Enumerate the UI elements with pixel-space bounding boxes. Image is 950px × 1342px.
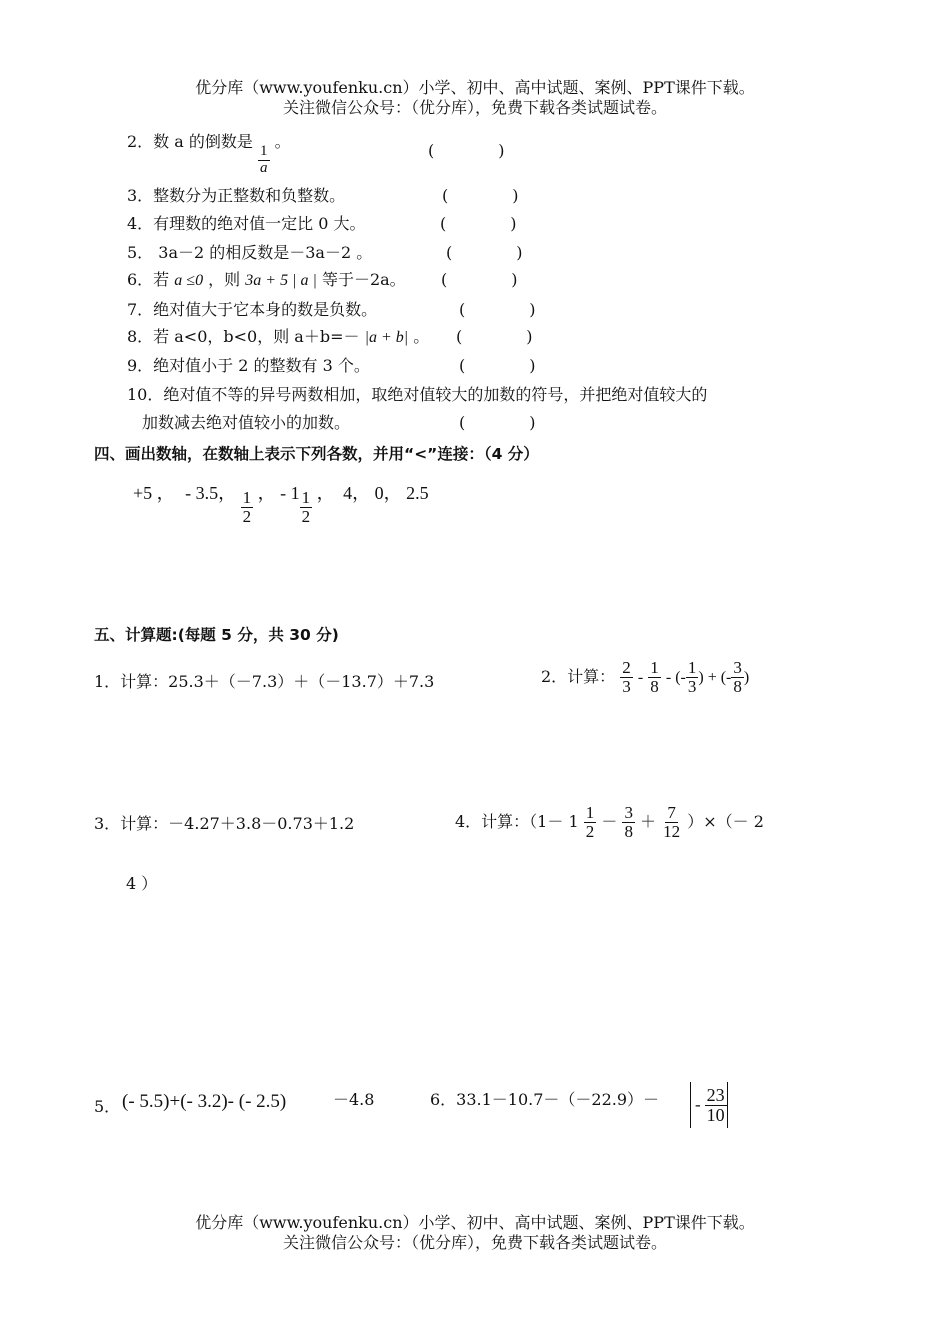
problem-4-wrap: 4 ）: [126, 874, 158, 893]
fraction-denominator: 3: [687, 676, 697, 696]
question-6-answer-blank[interactable]: ( ): [441, 270, 518, 289]
question-10-line-1: 10．绝对值不等的异号两数相加，取绝对值较大的加数的符号，并把绝对值较大的: [127, 385, 708, 404]
question-2-tail: 。: [274, 132, 291, 151]
question-10-line-2: 加数减去绝对值较小的加数。: [142, 413, 351, 432]
operator-plus: ＋: [640, 811, 657, 831]
number-plus-5: +5 ，: [133, 483, 175, 503]
negative-sign: -: [695, 1095, 701, 1114]
problem-3: 3．计算：－4.27＋3.8－0.73＋1.2: [94, 814, 355, 833]
problem-6-label: 6．33.1－10.7－（－22.9）－: [430, 1090, 660, 1109]
fraction-denominator: 3: [622, 676, 631, 696]
problem-6-absolute-value: [690, 1082, 728, 1128]
fraction-denominator: 8: [650, 676, 659, 696]
fraction-numerator: 1: [650, 658, 659, 677]
question-6-post: 等于－2a。: [321, 270, 406, 289]
problem-4-label: 4．计算：（1－ 1: [455, 811, 579, 831]
question-8-answer-blank[interactable]: ( ): [456, 327, 533, 346]
fraction-three-eighths: [622, 804, 635, 841]
question-5: 5． 3a－2 的相反数是－3a－2 。: [127, 243, 373, 262]
fraction-numerator: 1: [242, 488, 252, 507]
problem-5-label: 5．: [94, 1097, 121, 1116]
question-3-answer-blank[interactable]: ( ): [442, 186, 519, 205]
fraction-numerator: 2: [622, 658, 631, 677]
question-5-answer-blank[interactable]: ( ): [446, 243, 523, 262]
footer-line-2: 关注微信公众号：（优分库），免费下载各类试题试卷。: [282, 1233, 667, 1252]
footer-line-1: 优分库（www.youfenku.cn）小学、初中、高中试题、案例、PPT课件下载。: [195, 1213, 755, 1232]
section-4-title: 四、画出数轴，在数轴上表示下列各数，并用“<”连接：（4 分）: [94, 445, 539, 463]
fraction-one-half: [241, 489, 254, 526]
problem-4-tail: ）×（－ 2: [687, 811, 764, 831]
operator-minus-paren: - (-: [665, 668, 686, 686]
fraction-one-half: [300, 489, 313, 526]
problem-6: [430, 1090, 659, 1110]
header-line-2: 关注微信公众号：（优分库），免费下载各类试题试卷。: [282, 98, 667, 117]
fraction-one-third: [686, 659, 699, 696]
question-7: 7．绝对值大于它本身的数是负数。: [127, 300, 378, 319]
header-line-1: 优分库（www.youfenku.cn）小学、初中、高中试题、案例、PPT课件下载。: [195, 78, 755, 97]
section-4-numbers: [133, 481, 429, 526]
fraction-denominator: 2: [585, 821, 595, 841]
fraction-numerator: 1: [585, 803, 595, 822]
fraction-three-eighths: [731, 659, 744, 696]
question-7-answer-blank[interactable]: ( ): [459, 300, 536, 319]
question-8-post: 。: [413, 327, 430, 346]
section-5-title: 五、计算题:(每题 5 分，共 30 分): [94, 626, 339, 644]
separator: ，: [257, 483, 276, 503]
question-2-answer-blank[interactable]: ( ): [428, 141, 505, 160]
question-8: [127, 327, 429, 348]
fraction-numerator: 3: [733, 658, 742, 677]
separator: ，: [316, 483, 335, 503]
fraction-numerator: 1: [301, 488, 311, 507]
closing-paren: ): [743, 668, 750, 686]
question-10-answer-blank[interactable]: ( ): [459, 413, 536, 432]
fraction-seven-twelfths: [661, 804, 682, 841]
fraction-numerator: 1: [687, 658, 697, 677]
question-8-pre: 8．若 a<0，b<0，则 a＋b=－: [127, 327, 360, 346]
operator-plus-paren: ) + (-: [698, 668, 732, 686]
fraction-denominator: 8: [733, 676, 742, 696]
fraction-denominator: a: [260, 159, 268, 176]
problem-2: [541, 659, 749, 696]
number-minus-3-5: - 3.5，: [185, 483, 237, 503]
operator-minus: －: [601, 811, 618, 831]
absolute-bar-right: [727, 1082, 728, 1128]
question-8-expression: |a + b|: [364, 329, 409, 346]
question-3: 3．整数分为正整数和负整数。: [127, 186, 346, 205]
fraction-denominator: 2: [242, 506, 252, 526]
fraction-denominator: 12: [663, 821, 681, 841]
fraction-numerator: 3: [624, 803, 633, 822]
problem-5-expression: (- 5.5)+(- 3.2)- (- 2.5): [122, 1091, 287, 1112]
question-6-condition: a ≤0: [174, 272, 204, 289]
question-6-pre: 6．若: [127, 270, 170, 289]
fraction-numerator: 7: [667, 803, 676, 822]
fraction-denominator: 8: [624, 821, 633, 841]
question-2-text: 2．数 a 的倒数是: [127, 132, 253, 151]
fraction-two-thirds: [620, 659, 633, 696]
numbers-rest: 4， 0， 2.5: [343, 483, 429, 503]
question-4: 4．有理数的绝对值一定比 0 大。: [127, 214, 366, 233]
fraction-numerator: 1: [260, 143, 268, 159]
question-9: 9．绝对值小于 2 的整数有 3 个。: [127, 356, 370, 375]
fraction-one-eighth: [648, 659, 661, 696]
question-6: [127, 270, 406, 291]
fraction-numerator: 23: [706, 1084, 725, 1105]
question-6-mid: ，则: [208, 270, 241, 289]
problem-1: 1．计算：25.3＋（－7.3）＋（－13.7）＋7.3: [94, 672, 435, 691]
problem-5-tail: －4.8: [333, 1090, 375, 1109]
question-6-expression: 3a + 5 | a |: [245, 272, 317, 289]
operator-minus: -: [637, 668, 644, 686]
mixed-number-whole: - 1: [280, 483, 300, 503]
fraction-one-over-a: [258, 144, 270, 177]
question-9-answer-blank[interactable]: ( ): [459, 356, 536, 375]
problem-2-label: 2．计算：: [541, 666, 616, 686]
absolute-bar-left: [690, 1082, 691, 1128]
question-2: [127, 132, 291, 177]
problem-4: [455, 804, 764, 841]
fraction-denominator: 10: [706, 1104, 725, 1125]
fraction-denominator: 2: [301, 506, 311, 526]
fraction-one-half: [584, 804, 597, 841]
fraction-23-over-10: [705, 1086, 727, 1125]
question-4-answer-blank[interactable]: ( ): [440, 214, 517, 233]
